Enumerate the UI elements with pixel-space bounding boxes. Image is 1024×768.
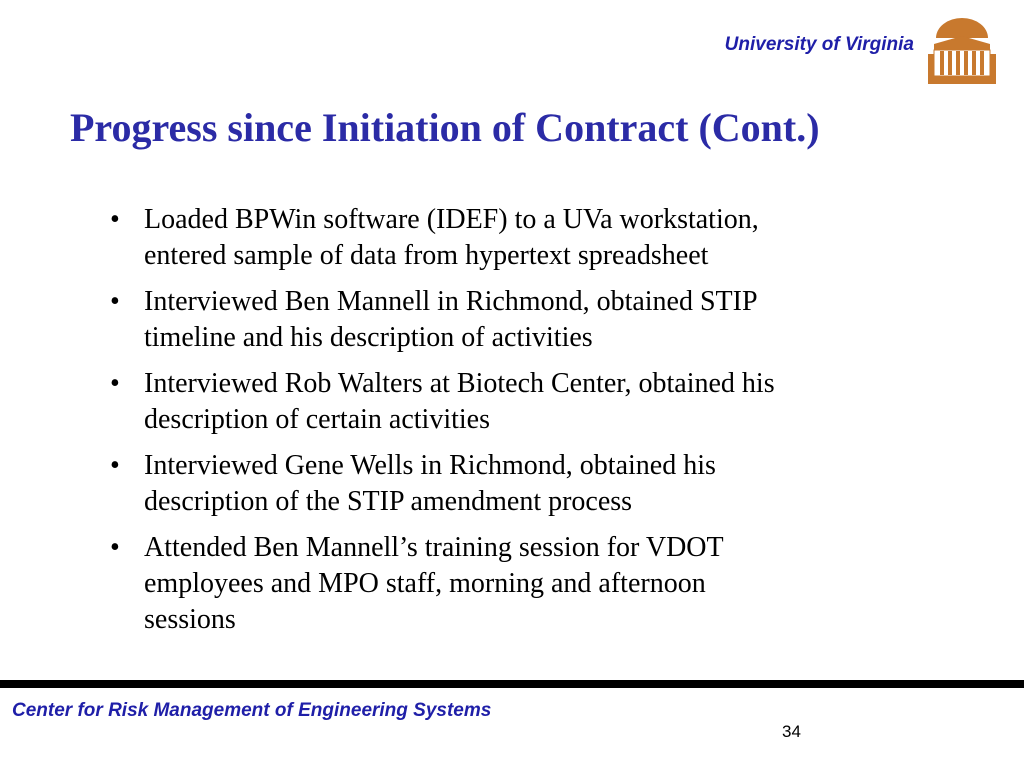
slide-title: Progress since Initiation of Contract (Cont.) [70,105,820,150]
bullet-line: timeline and his description of activities [144,322,593,353]
footer-center-name: Center for Risk Management of Engineering Systems [12,700,492,721]
page-number: 34 [782,722,801,741]
bullet-line: Loaded BPWin software (IDEF) to a UVa workstation, [144,204,759,235]
bullet-item [110,284,930,356]
bullet-line: Interviewed Rob Walters at Biotech Center, obtained his [144,368,775,399]
bullet-line: Interviewed Gene Wells in Richmond, obtained his [144,450,716,481]
bullet-list [110,202,930,648]
bullet-line: description of certain activities [144,404,490,435]
bullet-marker: • [110,204,120,235]
bullet-marker: • [110,286,120,317]
bullet-item [110,530,930,638]
university-name: University of Virginia [724,34,914,55]
bullet-item [110,202,930,274]
bullet-item [110,366,930,438]
bullet-marker: • [110,450,120,481]
bullet-line: description of the STIP amendment process [144,486,633,517]
bullet-line: employees and MPO staff, morning and afternoon [144,568,706,599]
bullet-line: entered sample of data from hypertext spreadsheet [144,240,709,271]
bullet-line: Interviewed Ben Mannell in Richmond, obtained STIP [144,286,758,317]
bullet-marker: • [110,368,120,399]
bullet-item [110,448,930,520]
rotunda-building-icon [928,14,996,86]
footer-divider [0,680,1024,688]
bullet-marker: • [110,532,120,563]
bullet-line: sessions [144,604,236,635]
bullet-line: Attended Ben Mannell’s training session for VDOT [144,532,724,563]
